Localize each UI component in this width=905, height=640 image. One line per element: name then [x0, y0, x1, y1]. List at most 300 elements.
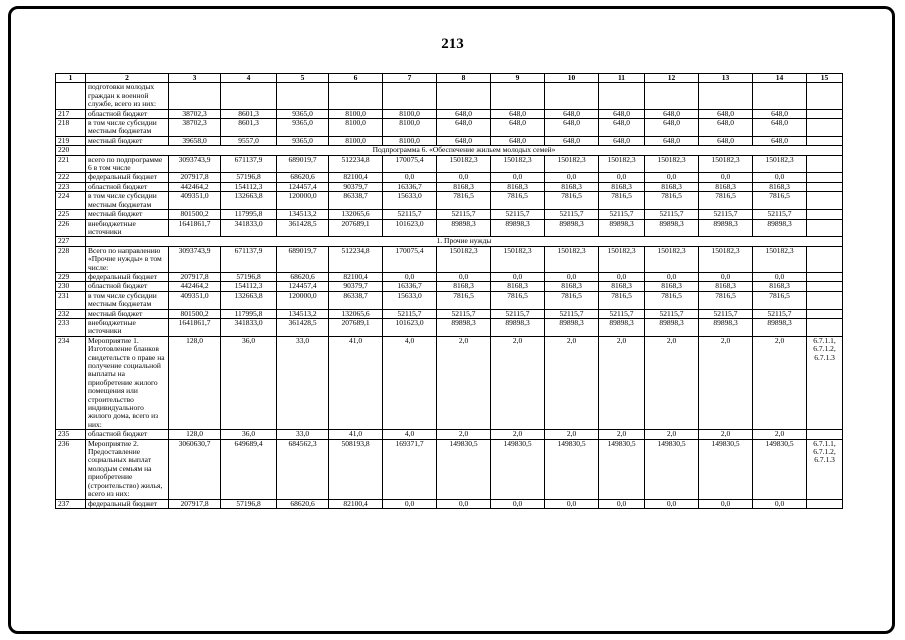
table-header-row: [56, 74, 843, 83]
value-cell: 7816,5: [491, 192, 545, 210]
value-cell: 89898,3: [699, 318, 753, 336]
table-row: [56, 119, 843, 137]
value-cell: 207917,8: [169, 173, 221, 182]
value-cell: 150182,3: [753, 155, 807, 173]
reference-cell: [807, 282, 843, 291]
value-cell: 8168,3: [753, 182, 807, 191]
row-label: местный бюджет: [86, 309, 169, 318]
column-header: 2: [86, 74, 169, 83]
row-label: всего по подпрограмме 6 в том числе: [86, 155, 169, 173]
value-cell: [437, 83, 491, 109]
row-label: местный бюджет: [86, 210, 169, 219]
section-row: [56, 146, 843, 155]
value-cell: [383, 83, 437, 109]
value-cell: 154112,3: [221, 282, 277, 291]
reference-cell: [807, 182, 843, 191]
row-label: внебюджетные источники: [86, 318, 169, 336]
value-cell: 0,0: [437, 173, 491, 182]
value-cell: 82100,4: [329, 173, 383, 182]
value-cell: 0,0: [545, 173, 599, 182]
column-header: 11: [599, 74, 645, 83]
value-cell: 36,0: [221, 336, 277, 429]
row-number: 230: [56, 282, 86, 291]
reference-cell: [807, 318, 843, 336]
reference-cell: [807, 192, 843, 210]
value-cell: 150182,3: [753, 246, 807, 272]
value-cell: 124457,4: [277, 282, 329, 291]
value-cell: 150182,3: [599, 246, 645, 272]
value-cell: 0,0: [753, 173, 807, 182]
value-cell: [599, 83, 645, 109]
value-cell: 0,0: [645, 272, 699, 281]
reference-cell: [807, 272, 843, 281]
value-cell: 82100,4: [329, 272, 383, 281]
value-cell: 15633,0: [383, 291, 437, 309]
value-cell: 0,0: [437, 272, 491, 281]
value-cell: 150182,3: [437, 155, 491, 173]
value-cell: 149830,5: [599, 439, 645, 499]
column-header: 9: [491, 74, 545, 83]
reference-cell: [807, 246, 843, 272]
value-cell: 52115,7: [545, 309, 599, 318]
value-cell: 8168,3: [599, 282, 645, 291]
value-cell: 154112,3: [221, 182, 277, 191]
row-number: 237: [56, 499, 86, 508]
value-cell: 41,0: [329, 336, 383, 429]
value-cell: 3060630,7: [169, 439, 221, 499]
value-cell: [277, 83, 329, 109]
value-cell: 7816,5: [545, 291, 599, 309]
value-cell: 671137,9: [221, 246, 277, 272]
reference-cell: [807, 83, 843, 109]
reference-cell: [807, 119, 843, 137]
value-cell: 89898,3: [645, 318, 699, 336]
value-cell: 648,0: [491, 119, 545, 137]
value-cell: 149830,5: [437, 439, 491, 499]
value-cell: 649689,4: [221, 439, 277, 499]
value-cell: 52115,7: [699, 309, 753, 318]
value-cell: 648,0: [699, 119, 753, 137]
value-cell: 3093743,9: [169, 155, 221, 173]
value-cell: 648,0: [437, 136, 491, 145]
column-header: 1: [56, 74, 86, 83]
value-cell: 648,0: [599, 119, 645, 137]
value-cell: 0,0: [753, 272, 807, 281]
value-cell: 170075,4: [383, 246, 437, 272]
value-cell: 52115,7: [599, 309, 645, 318]
table-row: [56, 336, 843, 429]
column-header: 4: [221, 74, 277, 83]
column-header: 12: [645, 74, 699, 83]
value-cell: 33,0: [277, 430, 329, 439]
value-cell: 8100,0: [383, 119, 437, 137]
value-cell: 16336,7: [383, 282, 437, 291]
value-cell: 0,0: [383, 173, 437, 182]
value-cell: 9365,0: [277, 119, 329, 137]
value-cell: 1641861,7: [169, 219, 221, 237]
row-number: 232: [56, 309, 86, 318]
value-cell: 8168,3: [545, 282, 599, 291]
value-cell: 648,0: [545, 136, 599, 145]
value-cell: 149830,5: [491, 439, 545, 499]
value-cell: 4,0: [383, 336, 437, 429]
value-cell: 648,0: [491, 136, 545, 145]
row-number: 218: [56, 119, 86, 137]
value-cell: 207917,8: [169, 272, 221, 281]
row-number: 231: [56, 291, 86, 309]
value-cell: 150182,3: [599, 155, 645, 173]
value-cell: 2,0: [699, 430, 753, 439]
value-cell: 89898,3: [753, 219, 807, 237]
table-row: [56, 282, 843, 291]
row-label: внебюджетные источники: [86, 219, 169, 237]
value-cell: 89898,3: [645, 219, 699, 237]
value-cell: 52115,7: [645, 309, 699, 318]
value-cell: [699, 83, 753, 109]
value-cell: 2,0: [491, 336, 545, 429]
value-cell: 149830,5: [545, 439, 599, 499]
value-cell: [329, 83, 383, 109]
row-number: 220: [56, 146, 86, 155]
row-label: федеральный бюджет: [86, 272, 169, 281]
value-cell: 150182,3: [545, 155, 599, 173]
value-cell: 128,0: [169, 430, 221, 439]
value-cell: 0,0: [491, 173, 545, 182]
column-header: 6: [329, 74, 383, 83]
value-cell: 8168,3: [753, 282, 807, 291]
value-cell: 169371,7: [383, 439, 437, 499]
row-number: 229: [56, 272, 86, 281]
value-cell: 0,0: [699, 173, 753, 182]
column-header: 8: [437, 74, 491, 83]
value-cell: 170075,4: [383, 155, 437, 173]
column-header: 15: [807, 74, 843, 83]
table-row: [56, 499, 843, 508]
value-cell: 0,0: [599, 499, 645, 508]
reference-cell: [807, 155, 843, 173]
value-cell: 671137,9: [221, 155, 277, 173]
value-cell: 33,0: [277, 336, 329, 429]
value-cell: [221, 83, 277, 109]
value-cell: 7816,5: [437, 291, 491, 309]
table-row: [56, 291, 843, 309]
value-cell: 2,0: [599, 336, 645, 429]
value-cell: 89898,3: [545, 318, 599, 336]
value-cell: 648,0: [645, 136, 699, 145]
row-label: в том числе субсидии местным бюджетам: [86, 192, 169, 210]
value-cell: 0,0: [599, 173, 645, 182]
value-cell: 689019,7: [277, 246, 329, 272]
value-cell: 8168,3: [645, 182, 699, 191]
value-cell: 8168,3: [491, 282, 545, 291]
row-label: в том числе субсидии местным бюджетам: [86, 291, 169, 309]
row-label: федеральный бюджет: [86, 173, 169, 182]
value-cell: 7816,5: [491, 291, 545, 309]
value-cell: 8601,3: [221, 109, 277, 118]
reference-cell: [807, 430, 843, 439]
column-header: 3: [169, 74, 221, 83]
value-cell: 132663,8: [221, 192, 277, 210]
row-number: 234: [56, 336, 86, 429]
row-number: 227: [56, 237, 86, 246]
value-cell: 86338,7: [329, 291, 383, 309]
value-cell: 8100,0: [329, 119, 383, 137]
value-cell: 207689,1: [329, 318, 383, 336]
value-cell: 0,0: [383, 499, 437, 508]
value-cell: 648,0: [599, 109, 645, 118]
value-cell: 89898,3: [491, 219, 545, 237]
value-cell: 1641861,7: [169, 318, 221, 336]
value-cell: 52115,7: [545, 210, 599, 219]
value-cell: 82100,4: [329, 499, 383, 508]
value-cell: 89898,3: [437, 219, 491, 237]
value-cell: 0,0: [645, 173, 699, 182]
value-cell: 409351,0: [169, 291, 221, 309]
value-cell: 648,0: [437, 109, 491, 118]
value-cell: 124457,4: [277, 182, 329, 191]
value-cell: 648,0: [437, 119, 491, 137]
value-cell: 7816,5: [753, 192, 807, 210]
value-cell: 2,0: [437, 430, 491, 439]
table-row: [56, 192, 843, 210]
value-cell: 8168,3: [437, 282, 491, 291]
value-cell: 648,0: [491, 109, 545, 118]
value-cell: 149830,5: [699, 439, 753, 499]
row-label: Мероприятие 1. Изготовление бланков свидетельств о праве на получение социальной выплаты на приобретение жилого помещения или строительство индивидуального жилого дома, всего из них:: [86, 336, 169, 429]
table-row: [56, 109, 843, 118]
table-row: [56, 182, 843, 191]
page-number: 213: [441, 36, 464, 52]
value-cell: 801500,2: [169, 309, 221, 318]
row-number: 221: [56, 155, 86, 173]
value-cell: 7816,5: [437, 192, 491, 210]
value-cell: 101623,0: [383, 219, 437, 237]
value-cell: 0,0: [699, 272, 753, 281]
value-cell: 150182,3: [491, 246, 545, 272]
value-cell: 341833,0: [221, 219, 277, 237]
value-cell: 2,0: [545, 430, 599, 439]
table-row: [56, 136, 843, 145]
table-row: [56, 246, 843, 272]
reference-cell: [807, 309, 843, 318]
value-cell: 207689,1: [329, 219, 383, 237]
table-row: [56, 318, 843, 336]
row-label: областной бюджет: [86, 282, 169, 291]
value-cell: [645, 83, 699, 109]
table-row: [56, 272, 843, 281]
value-cell: [545, 83, 599, 109]
value-cell: 648,0: [545, 119, 599, 137]
value-cell: 52115,7: [383, 309, 437, 318]
value-cell: 0,0: [383, 272, 437, 281]
value-cell: 52115,7: [491, 309, 545, 318]
value-cell: 57196,8: [221, 173, 277, 182]
value-cell: 149830,5: [645, 439, 699, 499]
value-cell: 90379,7: [329, 282, 383, 291]
reference-cell: 6.7.1.1, 6.7.1.2, 6.7.1.3: [807, 439, 843, 499]
value-cell: 57196,8: [221, 272, 277, 281]
table-row: [56, 309, 843, 318]
reference-cell: [807, 136, 843, 145]
value-cell: 0,0: [753, 499, 807, 508]
row-label: подготовки молодых граждан к военной службе, всего из них:: [86, 83, 169, 109]
column-header: 10: [545, 74, 599, 83]
row-number: 233: [56, 318, 86, 336]
value-cell: 4,0: [383, 430, 437, 439]
value-cell: 8168,3: [699, 182, 753, 191]
value-cell: 38702,3: [169, 119, 221, 137]
budget-table: [55, 73, 843, 509]
value-cell: 52115,7: [753, 309, 807, 318]
value-cell: 409351,0: [169, 192, 221, 210]
value-cell: 8601,3: [221, 119, 277, 137]
value-cell: 9365,0: [277, 136, 329, 145]
value-cell: 52115,7: [599, 210, 645, 219]
value-cell: [169, 83, 221, 109]
value-cell: 648,0: [545, 109, 599, 118]
table-row: [56, 173, 843, 182]
value-cell: 361428,5: [277, 219, 329, 237]
value-cell: 2,0: [645, 430, 699, 439]
value-cell: 2,0: [753, 336, 807, 429]
value-cell: 90379,7: [329, 182, 383, 191]
value-cell: 52115,7: [437, 210, 491, 219]
reference-cell: [807, 291, 843, 309]
value-cell: 2,0: [645, 336, 699, 429]
value-cell: 132663,8: [221, 291, 277, 309]
value-cell: 86338,7: [329, 192, 383, 210]
value-cell: 117995,8: [221, 210, 277, 219]
row-number: 228: [56, 246, 86, 272]
value-cell: [753, 83, 807, 109]
value-cell: 8100,0: [383, 109, 437, 118]
value-cell: 150182,3: [699, 246, 753, 272]
value-cell: 39658,0: [169, 136, 221, 145]
value-cell: 7816,5: [645, 291, 699, 309]
value-cell: 150182,3: [491, 155, 545, 173]
value-cell: 0,0: [699, 499, 753, 508]
value-cell: 117995,8: [221, 309, 277, 318]
value-cell: 120000,0: [277, 291, 329, 309]
value-cell: 9557,0: [221, 136, 277, 145]
value-cell: 801500,2: [169, 210, 221, 219]
reference-cell: [807, 499, 843, 508]
value-cell: 648,0: [699, 109, 753, 118]
value-cell: 8168,3: [645, 282, 699, 291]
table-row: [56, 210, 843, 219]
table-row: [56, 439, 843, 499]
table-row: [56, 155, 843, 173]
value-cell: 442464,2: [169, 282, 221, 291]
column-header: 5: [277, 74, 329, 83]
value-cell: 648,0: [599, 136, 645, 145]
value-cell: 0,0: [491, 499, 545, 508]
value-cell: 52115,7: [699, 210, 753, 219]
value-cell: 9365,0: [277, 109, 329, 118]
value-cell: 442464,2: [169, 182, 221, 191]
section-title: Подпрограмма 6. «Обеспечение жильем молодых семей»: [86, 146, 843, 155]
value-cell: 0,0: [645, 499, 699, 508]
row-label: в том числе субсидии местным бюджетам: [86, 119, 169, 137]
value-cell: 134513,2: [277, 309, 329, 318]
value-cell: 0,0: [491, 272, 545, 281]
row-number: 223: [56, 182, 86, 191]
value-cell: 2,0: [545, 336, 599, 429]
value-cell: 7816,5: [599, 192, 645, 210]
value-cell: 0,0: [599, 272, 645, 281]
value-cell: 2,0: [437, 336, 491, 429]
row-label: областной бюджет: [86, 109, 169, 118]
row-label: областной бюджет: [86, 182, 169, 191]
value-cell: 134513,2: [277, 210, 329, 219]
row-label: Мероприятие 2. Предоставление социальных выплат молодым семьям на приобретение (строительство) жилья, всего из них:: [86, 439, 169, 499]
value-cell: 150182,3: [645, 246, 699, 272]
value-cell: 52115,7: [645, 210, 699, 219]
value-cell: 52115,7: [753, 210, 807, 219]
table-row: [56, 83, 843, 109]
row-label: федеральный бюджет: [86, 499, 169, 508]
row-number: 224: [56, 192, 86, 210]
value-cell: 361428,5: [277, 318, 329, 336]
value-cell: 648,0: [753, 109, 807, 118]
value-cell: 648,0: [645, 119, 699, 137]
value-cell: 512234,8: [329, 246, 383, 272]
reference-cell: [807, 173, 843, 182]
reference-cell: [807, 219, 843, 237]
value-cell: 89898,3: [545, 219, 599, 237]
value-cell: 41,0: [329, 430, 383, 439]
value-cell: 89898,3: [699, 219, 753, 237]
section-row: [56, 237, 843, 246]
value-cell: 648,0: [645, 109, 699, 118]
value-cell: 648,0: [753, 136, 807, 145]
value-cell: 8168,3: [545, 182, 599, 191]
value-cell: 52115,7: [437, 309, 491, 318]
value-cell: 8168,3: [437, 182, 491, 191]
row-number: 226: [56, 219, 86, 237]
row-number: 219: [56, 136, 86, 145]
value-cell: 7816,5: [753, 291, 807, 309]
column-header: 14: [753, 74, 807, 83]
row-number: 222: [56, 173, 86, 182]
value-cell: 0,0: [437, 499, 491, 508]
column-header: 13: [699, 74, 753, 83]
value-cell: 68620,6: [277, 499, 329, 508]
value-cell: 2,0: [699, 336, 753, 429]
value-cell: 150182,3: [545, 246, 599, 272]
value-cell: 2,0: [753, 430, 807, 439]
value-cell: 150182,3: [437, 246, 491, 272]
value-cell: 207917,8: [169, 499, 221, 508]
value-cell: 68620,6: [277, 173, 329, 182]
column-header: 7: [383, 74, 437, 83]
value-cell: 8100,0: [383, 136, 437, 145]
value-cell: 7816,5: [645, 192, 699, 210]
value-cell: 128,0: [169, 336, 221, 429]
value-cell: 3093743,9: [169, 246, 221, 272]
reference-cell: [807, 109, 843, 118]
value-cell: 150182,3: [699, 155, 753, 173]
value-cell: 120000,0: [277, 192, 329, 210]
value-cell: 689019,7: [277, 155, 329, 173]
row-number: 217: [56, 109, 86, 118]
reference-cell: [807, 210, 843, 219]
value-cell: 16336,7: [383, 182, 437, 191]
value-cell: 89898,3: [753, 318, 807, 336]
value-cell: 2,0: [599, 430, 645, 439]
value-cell: 0,0: [545, 499, 599, 508]
value-cell: 648,0: [699, 136, 753, 145]
